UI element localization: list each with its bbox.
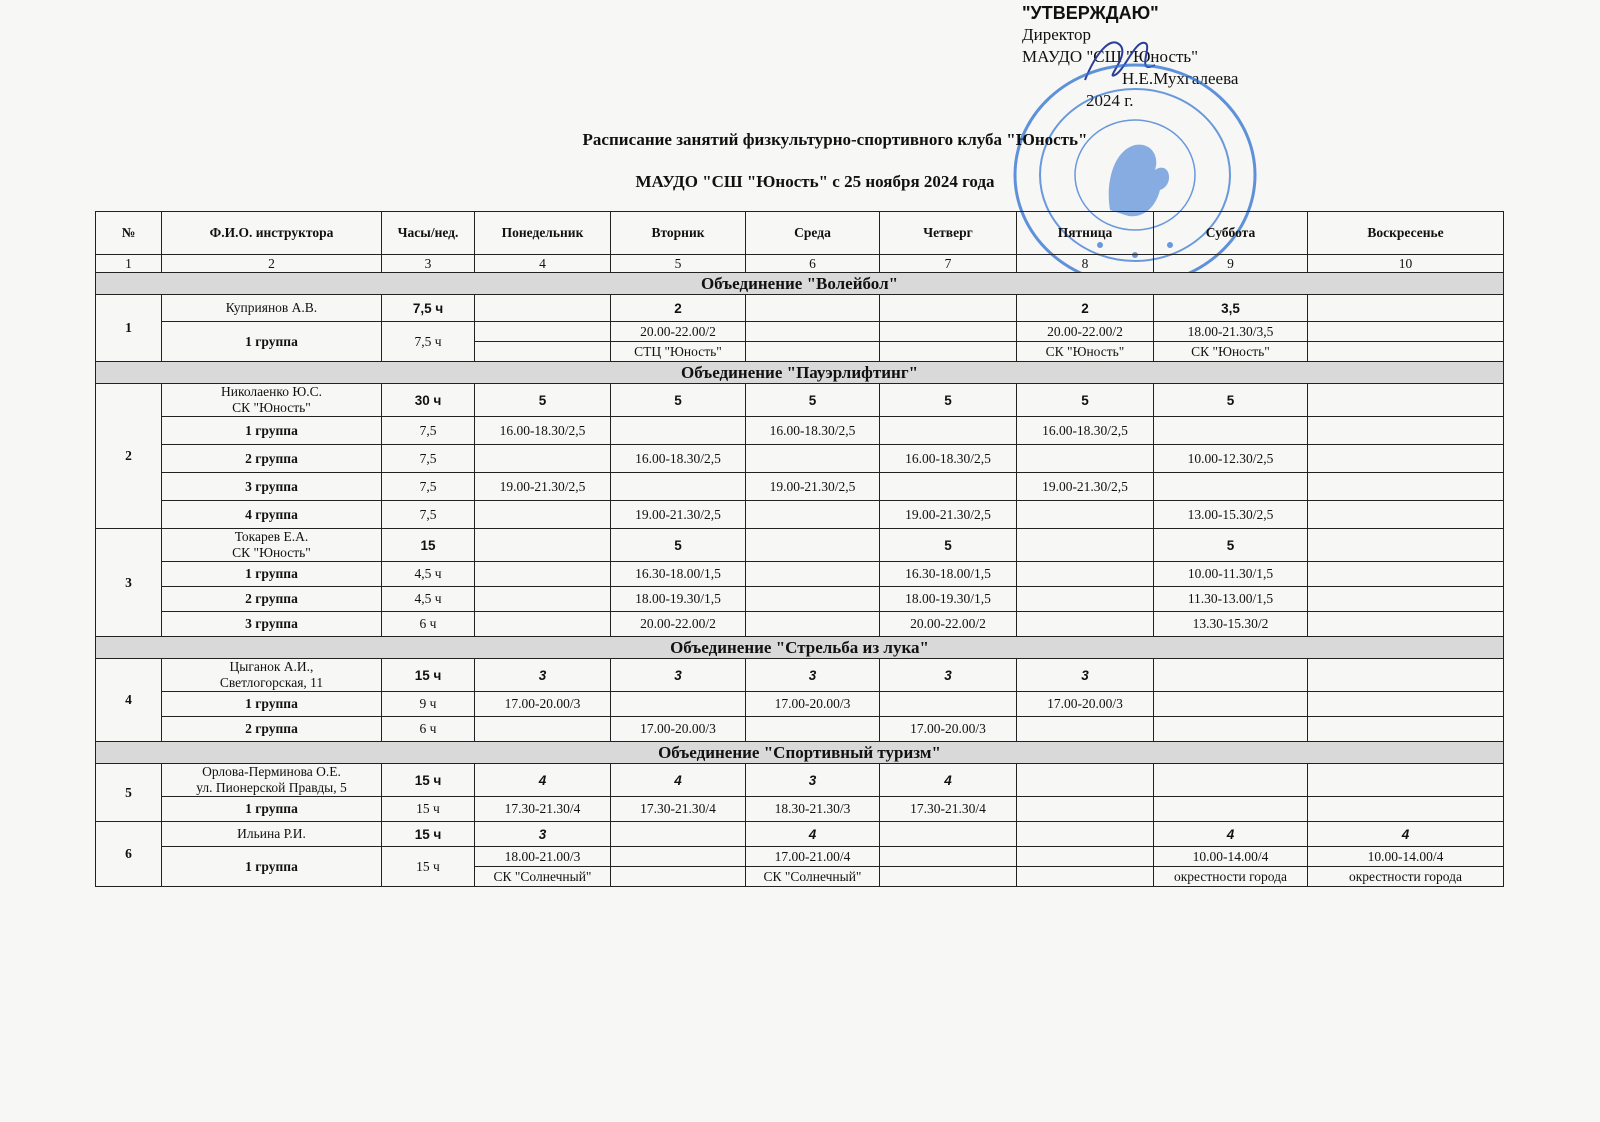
instructor-row xyxy=(96,295,1504,322)
group-row xyxy=(96,692,1504,717)
column-number: 5 xyxy=(611,255,746,273)
time-slot xyxy=(1017,445,1154,473)
time-slot xyxy=(1017,612,1154,637)
header-cell: Среда xyxy=(746,212,880,255)
column-number: 6 xyxy=(746,255,880,273)
instructor-location: Светлогорская, 11 xyxy=(219,675,324,690)
time-slot xyxy=(1308,797,1504,822)
time-slot xyxy=(880,692,1017,717)
day-hours: 3 xyxy=(611,659,746,692)
day-hours: 2 xyxy=(1017,295,1154,322)
time-slot: 18.30-21.30/3 xyxy=(746,797,880,822)
group-row xyxy=(96,445,1504,473)
day-hours: 5 xyxy=(746,384,880,417)
column-number: 10 xyxy=(1308,255,1504,273)
venue xyxy=(1308,342,1504,362)
group-hours: 7,5 xyxy=(382,417,475,445)
day-hours: 4 xyxy=(880,764,1017,797)
instructor-name: Ильина Р.И. xyxy=(162,822,382,847)
time-slot: 18.00-21.30/3,5 xyxy=(1154,322,1308,342)
time-slot xyxy=(1017,562,1154,587)
schedule-table xyxy=(95,211,1504,887)
time-slot: 17.00-20.00/3 xyxy=(1017,692,1154,717)
instructor-hours: 30 ч xyxy=(382,384,475,417)
instructor-row xyxy=(96,764,1504,797)
instructor-location: ул. Пионерской Правды, 5 xyxy=(196,780,347,795)
time-slot: 20.00-22.00/2 xyxy=(611,612,746,637)
time-slot xyxy=(1017,587,1154,612)
day-hours: 5 xyxy=(1154,384,1308,417)
group-row xyxy=(96,562,1504,587)
time-slot: 19.00-21.30/2,5 xyxy=(611,501,746,529)
day-hours: 5 xyxy=(880,529,1017,562)
instructor-location: СК "Юность" xyxy=(232,545,311,560)
time-slot xyxy=(611,692,746,717)
group-hours: 9 ч xyxy=(382,692,475,717)
time-slot: 16.30-18.00/1,5 xyxy=(880,562,1017,587)
time-slot xyxy=(1017,501,1154,529)
instructor-number: 6 xyxy=(96,822,162,887)
time-slot xyxy=(1154,692,1308,717)
time-slot xyxy=(611,473,746,501)
time-slot xyxy=(880,417,1017,445)
time-slot: 17.00-20.00/3 xyxy=(880,717,1017,742)
venue xyxy=(880,867,1017,887)
instructor-location: СК "Юность" xyxy=(232,400,311,415)
instructor-number: 5 xyxy=(96,764,162,822)
time-slot xyxy=(1308,612,1504,637)
header-cell: Пятница xyxy=(1017,212,1154,255)
group-name: 3 группа xyxy=(162,473,382,501)
day-hours xyxy=(475,529,611,562)
time-slot xyxy=(1308,322,1504,342)
day-hours: 5 xyxy=(1017,384,1154,417)
day-hours: 5 xyxy=(880,384,1017,417)
time-slot xyxy=(746,612,880,637)
time-slot: 17.00-20.00/3 xyxy=(746,692,880,717)
day-hours: 5 xyxy=(475,384,611,417)
instructor-name: Куприянов А.В. xyxy=(162,295,382,322)
time-slot: 19.00-21.30/2,5 xyxy=(475,473,611,501)
instructor-number: 1 xyxy=(96,295,162,362)
day-hours xyxy=(1308,295,1504,322)
instructor-name: Орлова-Перминова О.Е. xyxy=(202,764,341,779)
instructor-name: Цыганок А.И., xyxy=(229,659,314,674)
group-row xyxy=(96,417,1504,445)
time-slot: 20.00-22.00/2 xyxy=(880,612,1017,637)
time-slot xyxy=(1017,797,1154,822)
header-cell: Понедельник xyxy=(475,212,611,255)
time-slot xyxy=(611,417,746,445)
venue: окрестности города xyxy=(1308,867,1504,887)
day-hours: 4 xyxy=(746,822,880,847)
group-name: 1 группа xyxy=(162,562,382,587)
venue: СТЦ "Юность" xyxy=(611,342,746,362)
time-slot: 18.00-19.30/1,5 xyxy=(611,587,746,612)
group-row xyxy=(96,501,1504,529)
group-hours: 15 ч xyxy=(382,797,475,822)
time-slot: 16.30-18.00/1,5 xyxy=(611,562,746,587)
column-number-row xyxy=(96,255,1504,273)
column-number: 3 xyxy=(382,255,475,273)
time-slot xyxy=(1308,717,1504,742)
group-hours: 7,5 ч xyxy=(382,322,475,362)
group-hours: 7,5 xyxy=(382,501,475,529)
approval-director-name: Н.Е.Мухгалеева xyxy=(1122,69,1239,88)
day-hours xyxy=(1308,529,1504,562)
time-slot xyxy=(1154,417,1308,445)
day-hours: 4 xyxy=(1154,822,1308,847)
day-hours: 3,5 xyxy=(1154,295,1308,322)
day-hours xyxy=(1017,764,1154,797)
schedule-body xyxy=(96,212,1504,887)
section-row xyxy=(96,273,1504,295)
approval-position: Директор xyxy=(1022,25,1091,44)
group-row xyxy=(96,847,1504,867)
section-row xyxy=(96,742,1504,764)
time-slot xyxy=(1154,473,1308,501)
time-slot: 17.30-21.30/4 xyxy=(611,797,746,822)
time-slot xyxy=(746,587,880,612)
group-name: 1 группа xyxy=(162,417,382,445)
time-slot xyxy=(880,322,1017,342)
day-hours xyxy=(746,529,880,562)
group-name: 1 группа xyxy=(162,322,382,362)
day-hours: 5 xyxy=(611,384,746,417)
time-slot xyxy=(880,847,1017,867)
header-cell: Часы/нед. xyxy=(382,212,475,255)
approval-date: 2024 г. xyxy=(1086,91,1134,110)
time-slot: 19.00-21.30/2,5 xyxy=(746,473,880,501)
schedule-subtitle: МАУДО "СШ "Юность" с 25 ноября 2024 года xyxy=(635,172,995,191)
time-slot: 19.00-21.30/2,5 xyxy=(1017,473,1154,501)
instructor-hours: 15 ч xyxy=(382,764,475,797)
instructor-hours: 15 ч xyxy=(382,659,475,692)
time-slot xyxy=(475,587,611,612)
instructor-number: 4 xyxy=(96,659,162,742)
day-hours xyxy=(1154,659,1308,692)
group-row xyxy=(96,797,1504,822)
instructor-hours: 15 ч xyxy=(382,822,475,847)
venue xyxy=(611,867,746,887)
venue: СК "Солнечный" xyxy=(475,867,611,887)
time-slot: 16.00-18.30/2,5 xyxy=(475,417,611,445)
day-hours: 5 xyxy=(1154,529,1308,562)
group-hours: 6 ч xyxy=(382,612,475,637)
time-slot: 17.00-20.00/3 xyxy=(611,717,746,742)
instructor-name: Николаенко Ю.С. xyxy=(221,384,322,399)
time-slot xyxy=(475,612,611,637)
instructor-number: 3 xyxy=(96,529,162,637)
instructor-hours: 15 xyxy=(382,529,475,562)
instructor-cell xyxy=(162,764,382,797)
group-name: 4 группа xyxy=(162,501,382,529)
time-slot: 10.00-14.00/4 xyxy=(1308,847,1504,867)
day-hours: 3 xyxy=(880,659,1017,692)
time-slot: 18.00-21.00/3 xyxy=(475,847,611,867)
section-row xyxy=(96,362,1504,384)
day-hours: 3 xyxy=(746,659,880,692)
time-slot xyxy=(475,501,611,529)
header-row xyxy=(96,212,1504,255)
time-slot xyxy=(1017,717,1154,742)
section-title: Объединение "Спортивный туризм" xyxy=(96,742,1504,764)
header-cell: Суббота xyxy=(1154,212,1308,255)
time-slot xyxy=(1154,797,1308,822)
time-slot: 10.00-14.00/4 xyxy=(1154,847,1308,867)
day-hours xyxy=(1308,384,1504,417)
group-hours: 4,5 ч xyxy=(382,587,475,612)
time-slot xyxy=(611,847,746,867)
time-slot: 13.00-15.30/2,5 xyxy=(1154,501,1308,529)
time-slot xyxy=(1154,717,1308,742)
day-hours xyxy=(746,295,880,322)
time-slot: 16.00-18.30/2,5 xyxy=(611,445,746,473)
venue: окрестности города xyxy=(1154,867,1308,887)
header-cell: № xyxy=(96,212,162,255)
instructor-row xyxy=(96,822,1504,847)
group-row xyxy=(96,612,1504,637)
instructor-row xyxy=(96,384,1504,417)
venue xyxy=(880,342,1017,362)
day-hours xyxy=(1308,764,1504,797)
time-slot: 16.00-18.30/2,5 xyxy=(1017,417,1154,445)
group-hours: 7,5 xyxy=(382,473,475,501)
venue: СК "Юность" xyxy=(1017,342,1154,362)
day-hours xyxy=(611,822,746,847)
header-cell: Воскресенье xyxy=(1308,212,1504,255)
venue xyxy=(1017,867,1154,887)
day-hours: 4 xyxy=(475,764,611,797)
time-slot xyxy=(475,562,611,587)
day-hours xyxy=(880,295,1017,322)
time-slot xyxy=(746,445,880,473)
group-name: 1 группа xyxy=(162,692,382,717)
time-slot xyxy=(746,562,880,587)
time-slot xyxy=(1308,501,1504,529)
group-hours: 15 ч xyxy=(382,847,475,887)
day-hours xyxy=(880,822,1017,847)
instructor-name: Токарев Е.А. xyxy=(234,529,309,544)
group-row xyxy=(96,473,1504,501)
venue: СК "Юность" xyxy=(1154,342,1308,362)
day-hours xyxy=(475,295,611,322)
time-slot: 17.00-21.00/4 xyxy=(746,847,880,867)
group-name: 2 группа xyxy=(162,445,382,473)
header-cell: Вторник xyxy=(611,212,746,255)
instructor-row xyxy=(96,659,1504,692)
time-slot xyxy=(475,445,611,473)
section-title: Объединение "Пауэрлифтинг" xyxy=(96,362,1504,384)
time-slot: 19.00-21.30/2,5 xyxy=(880,501,1017,529)
instructor-cell xyxy=(162,659,382,692)
venue: СК "Солнечный" xyxy=(746,867,880,887)
group-name: 3 группа xyxy=(162,612,382,637)
time-slot xyxy=(746,501,880,529)
group-hours: 4,5 ч xyxy=(382,562,475,587)
instructor-row xyxy=(96,529,1504,562)
day-hours: 2 xyxy=(611,295,746,322)
day-hours xyxy=(1017,529,1154,562)
group-row xyxy=(96,717,1504,742)
day-hours: 3 xyxy=(1017,659,1154,692)
venue xyxy=(475,342,611,362)
approval-organization: МАУДО "СШ "Юность" xyxy=(1022,47,1199,66)
time-slot xyxy=(880,473,1017,501)
instructor-cell xyxy=(162,529,382,562)
time-slot xyxy=(1308,692,1504,717)
time-slot: 18.00-19.30/1,5 xyxy=(880,587,1017,612)
time-slot xyxy=(1308,562,1504,587)
time-slot xyxy=(1308,587,1504,612)
instructor-hours: 7,5 ч xyxy=(382,295,475,322)
time-slot xyxy=(1308,445,1504,473)
column-number: 4 xyxy=(475,255,611,273)
time-slot xyxy=(475,717,611,742)
header-cell: Четверг xyxy=(880,212,1017,255)
column-number: 2 xyxy=(162,255,382,273)
group-name: 1 группа xyxy=(162,847,382,887)
time-slot xyxy=(475,322,611,342)
day-hours xyxy=(1154,764,1308,797)
header-cell: Ф.И.О. инструктора xyxy=(162,212,382,255)
time-slot xyxy=(1308,473,1504,501)
day-hours: 4 xyxy=(611,764,746,797)
column-number: 8 xyxy=(1017,255,1154,273)
time-slot: 17.30-21.30/4 xyxy=(475,797,611,822)
group-name: 2 группа xyxy=(162,587,382,612)
time-slot: 17.00-20.00/3 xyxy=(475,692,611,717)
day-hours: 5 xyxy=(611,529,746,562)
group-row xyxy=(96,587,1504,612)
day-hours: 3 xyxy=(475,822,611,847)
column-number: 1 xyxy=(96,255,162,273)
day-hours: 4 xyxy=(1308,822,1504,847)
time-slot: 16.00-18.30/2,5 xyxy=(880,445,1017,473)
day-hours xyxy=(1308,659,1504,692)
approval-heading: "УТВЕРЖДАЮ" xyxy=(1022,3,1159,23)
schedule-title: Расписание занятий физкультурно-спортивного клуба "Юность" xyxy=(582,130,1088,149)
day-hours xyxy=(1017,822,1154,847)
group-hours: 7,5 xyxy=(382,445,475,473)
time-slot: 16.00-18.30/2,5 xyxy=(746,417,880,445)
group-row xyxy=(96,322,1504,342)
group-name: 2 группа xyxy=(162,717,382,742)
instructor-cell xyxy=(162,384,382,417)
section-title: Объединение "Стрельба из лука" xyxy=(96,637,1504,659)
time-slot: 17.30-21.30/4 xyxy=(880,797,1017,822)
section-row xyxy=(96,637,1504,659)
time-slot xyxy=(746,322,880,342)
time-slot xyxy=(746,717,880,742)
time-slot: 13.30-15.30/2 xyxy=(1154,612,1308,637)
day-hours: 3 xyxy=(475,659,611,692)
column-number: 7 xyxy=(880,255,1017,273)
time-slot xyxy=(1308,417,1504,445)
instructor-number: 2 xyxy=(96,384,162,529)
time-slot: 10.00-11.30/1,5 xyxy=(1154,562,1308,587)
column-number: 9 xyxy=(1154,255,1308,273)
time-slot: 10.00-12.30/2,5 xyxy=(1154,445,1308,473)
group-hours: 6 ч xyxy=(382,717,475,742)
time-slot: 20.00-22.00/2 xyxy=(1017,322,1154,342)
group-name: 1 группа xyxy=(162,797,382,822)
venue xyxy=(746,342,880,362)
time-slot: 11.30-13.00/1,5 xyxy=(1154,587,1308,612)
day-hours: 3 xyxy=(746,764,880,797)
section-title: Объединение "Волейбол" xyxy=(96,273,1504,295)
time-slot: 20.00-22.00/2 xyxy=(611,322,746,342)
time-slot xyxy=(1017,847,1154,867)
